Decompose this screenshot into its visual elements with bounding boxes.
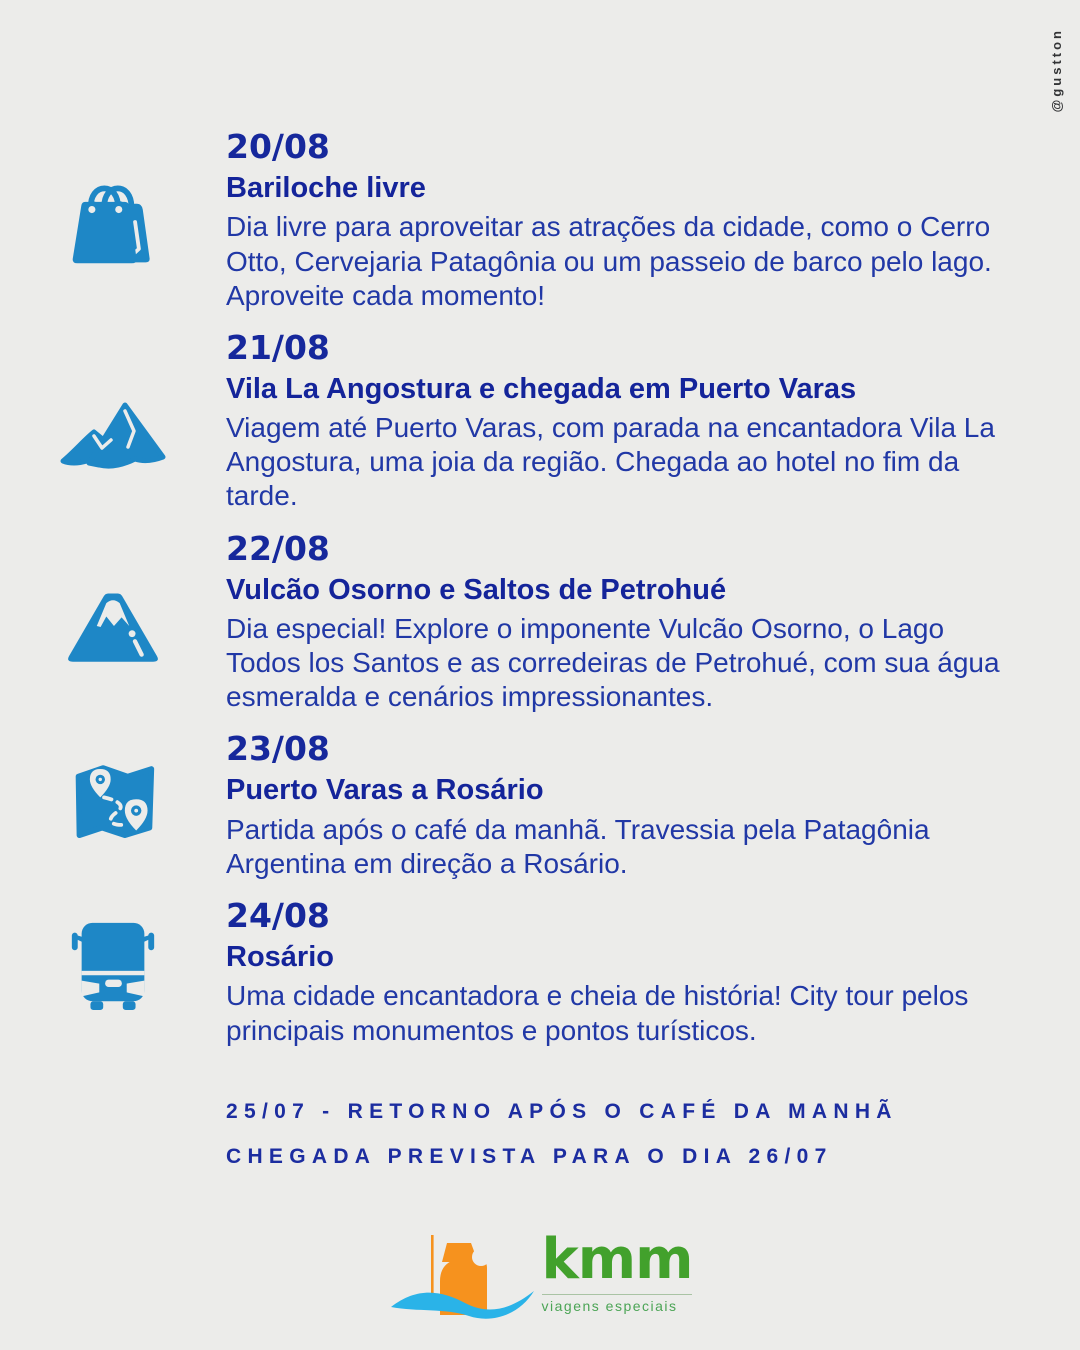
day-date: 20/08 bbox=[226, 127, 330, 166]
itinerary-day-2 bbox=[0, 327, 1080, 514]
day-title: Vila La Angostura e chegada em Puerto Varas bbox=[226, 372, 857, 405]
kmm-logo-tagline: viagens especiais bbox=[541, 1297, 678, 1314]
kmm-logo bbox=[0, 1226, 1080, 1331]
itinerary-day-1 bbox=[0, 127, 1080, 313]
day-description: Uma cidade encantadora e cheia de história! City tour pelos principais monumentos e pontos turísticos. bbox=[226, 980, 969, 1046]
return-note-line2: CHEGADA PREVISTA PARA O DIA 26/07 bbox=[226, 1144, 833, 1168]
day-date: 24/08 bbox=[226, 896, 330, 936]
itinerary-day-3 bbox=[0, 528, 1080, 715]
day-date: 21/08 bbox=[226, 327, 330, 367]
return-note-line1: 25/07 - RETORNO APÓS O CAFÉ DA MANHÃ bbox=[226, 1099, 898, 1123]
logo-divider bbox=[542, 1294, 693, 1295]
day-title: Rosário bbox=[226, 941, 334, 974]
kmm-logo-name: kmm bbox=[541, 1226, 693, 1292]
mountains-icon bbox=[59, 395, 167, 469]
day-description: Viagem até Puerto Varas, com parada na encantadora Vila La Angostura, uma joia da região. Chegada ao hotel no fim da tarde. bbox=[226, 412, 995, 512]
return-note bbox=[226, 1100, 1080, 1169]
watermark-handle: @gustton bbox=[1049, 28, 1064, 113]
day-title: Puerto Varas a Rosário bbox=[226, 774, 544, 807]
day-title: Vulcão Osorno e Saltos de Petrohué bbox=[226, 573, 727, 606]
day-description: Partida após o café da manhã. Travessia pela Patagônia Argentina em direção a Rosário. bbox=[226, 813, 930, 879]
day-date: 22/08 bbox=[226, 528, 330, 568]
day-description: Dia livre para aproveitar as atrações da cidade, como o Cerro Otto, Cervejaria Patagônia ou um passeio de barco pelo lago. Aproveite cada momento! bbox=[226, 211, 992, 311]
shopping-bag-icon bbox=[65, 172, 161, 272]
kmm-logo-mark-icon bbox=[388, 1231, 536, 1331]
day-date: 23/08 bbox=[226, 729, 330, 769]
volcano-icon bbox=[65, 584, 161, 668]
itinerary-day-5 bbox=[0, 896, 1080, 1048]
day-title: Bariloche livre bbox=[226, 172, 426, 204]
day-description: Dia especial! Explore o imponente Vulcão Osorno, o Lago Todos los Santos e as corredeiras de Petrohué, com sua água esmeralda e cenários impressionantes. bbox=[226, 612, 1000, 713]
bus-icon bbox=[64, 911, 162, 1015]
itinerary-day-4 bbox=[0, 729, 1080, 881]
map-route-icon bbox=[66, 752, 161, 856]
